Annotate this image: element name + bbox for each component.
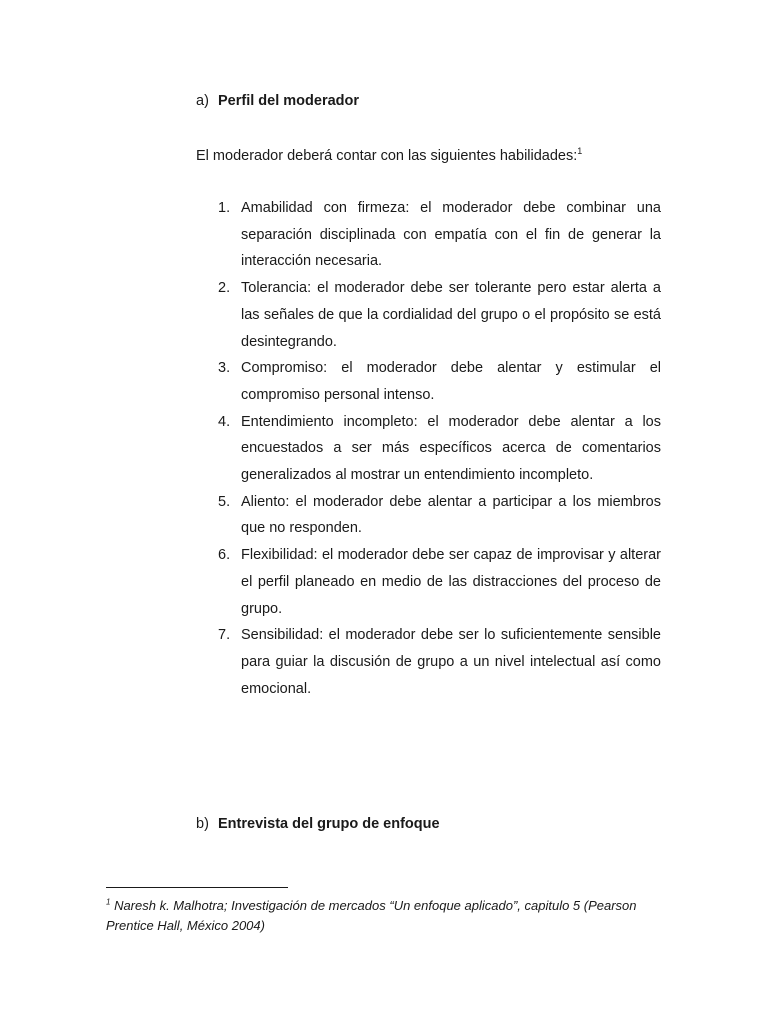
section-heading-a: [196, 91, 359, 111]
list-item-text: Compromiso: el moderador debe alentar y estimular el compromiso personal intenso.: [241, 360, 661, 403]
footnote-marker: 1: [106, 897, 111, 907]
list-item-number: 7.: [218, 627, 231, 644]
list-item: [218, 622, 661, 702]
list-item-text: Amabilidad con firmeza: el moderador debe combinar una separación disciplinada con empatía con el fin de generar la interacción necesaria.: [241, 200, 661, 270]
list-item-text: Flexibilidad: el moderador debe ser capaz de improvisar y alterar el perfil planeado en medio de las distracciones del proceso de grupo.: [241, 547, 661, 617]
list-item: [218, 355, 661, 408]
list-item-text: Sensibilidad: el moderador debe ser lo suficientemente sensible para guiar la discusión de grupo a un nivel intelectual así como emocional.: [241, 627, 661, 697]
list-item: [218, 542, 661, 622]
list-item-number: 1.: [218, 200, 231, 216]
list-item-text: Aliento: el moderador debe alentar a participar a los miembros que no responden.: [241, 493, 661, 537]
footnote-text: Naresh k. Malhotra; Investigación de mercados “Un enfoque aplicado”, capitulo 5 (Pearson Prentice Hall, México 2004): [106, 898, 637, 933]
section-title: Perfil del moderador: [218, 93, 360, 109]
list-item-text: Entendimiento incompleto: el moderador debe alentar a los encuestados a ser más específicos acerca de comentarios generalizados al mostrar un entendimiento incompleto.: [241, 413, 661, 484]
section-title: Entrevista del grupo de enfoque: [218, 816, 440, 832]
section-letter: b): [196, 816, 209, 832]
intro-text: El moderador deberá contar con las siguientes habilidades:: [196, 148, 578, 164]
list-item: [218, 195, 661, 275]
list-item-number: 4.: [218, 413, 231, 430]
footnote-divider: [106, 887, 288, 888]
section-heading-b: [196, 814, 440, 834]
list-item-number: 5.: [218, 493, 231, 510]
list-item: [218, 409, 661, 489]
list-item-number: 3.: [218, 360, 231, 377]
list-item-number: 6.: [218, 547, 231, 564]
list-item-text: Tolerancia: el moderador debe ser tolerante pero estar alerta a las señales de que la cordialidad del grupo o el propósito se está desintegrando.: [241, 280, 661, 350]
skills-list: [218, 195, 661, 702]
list-item: [218, 275, 661, 355]
list-item-number: 2.: [218, 280, 231, 297]
footnote-reference: 1: [577, 146, 583, 157]
list-item: [218, 489, 661, 542]
intro-paragraph: [196, 146, 582, 166]
footnote: [106, 896, 666, 936]
section-letter: a): [196, 93, 209, 109]
